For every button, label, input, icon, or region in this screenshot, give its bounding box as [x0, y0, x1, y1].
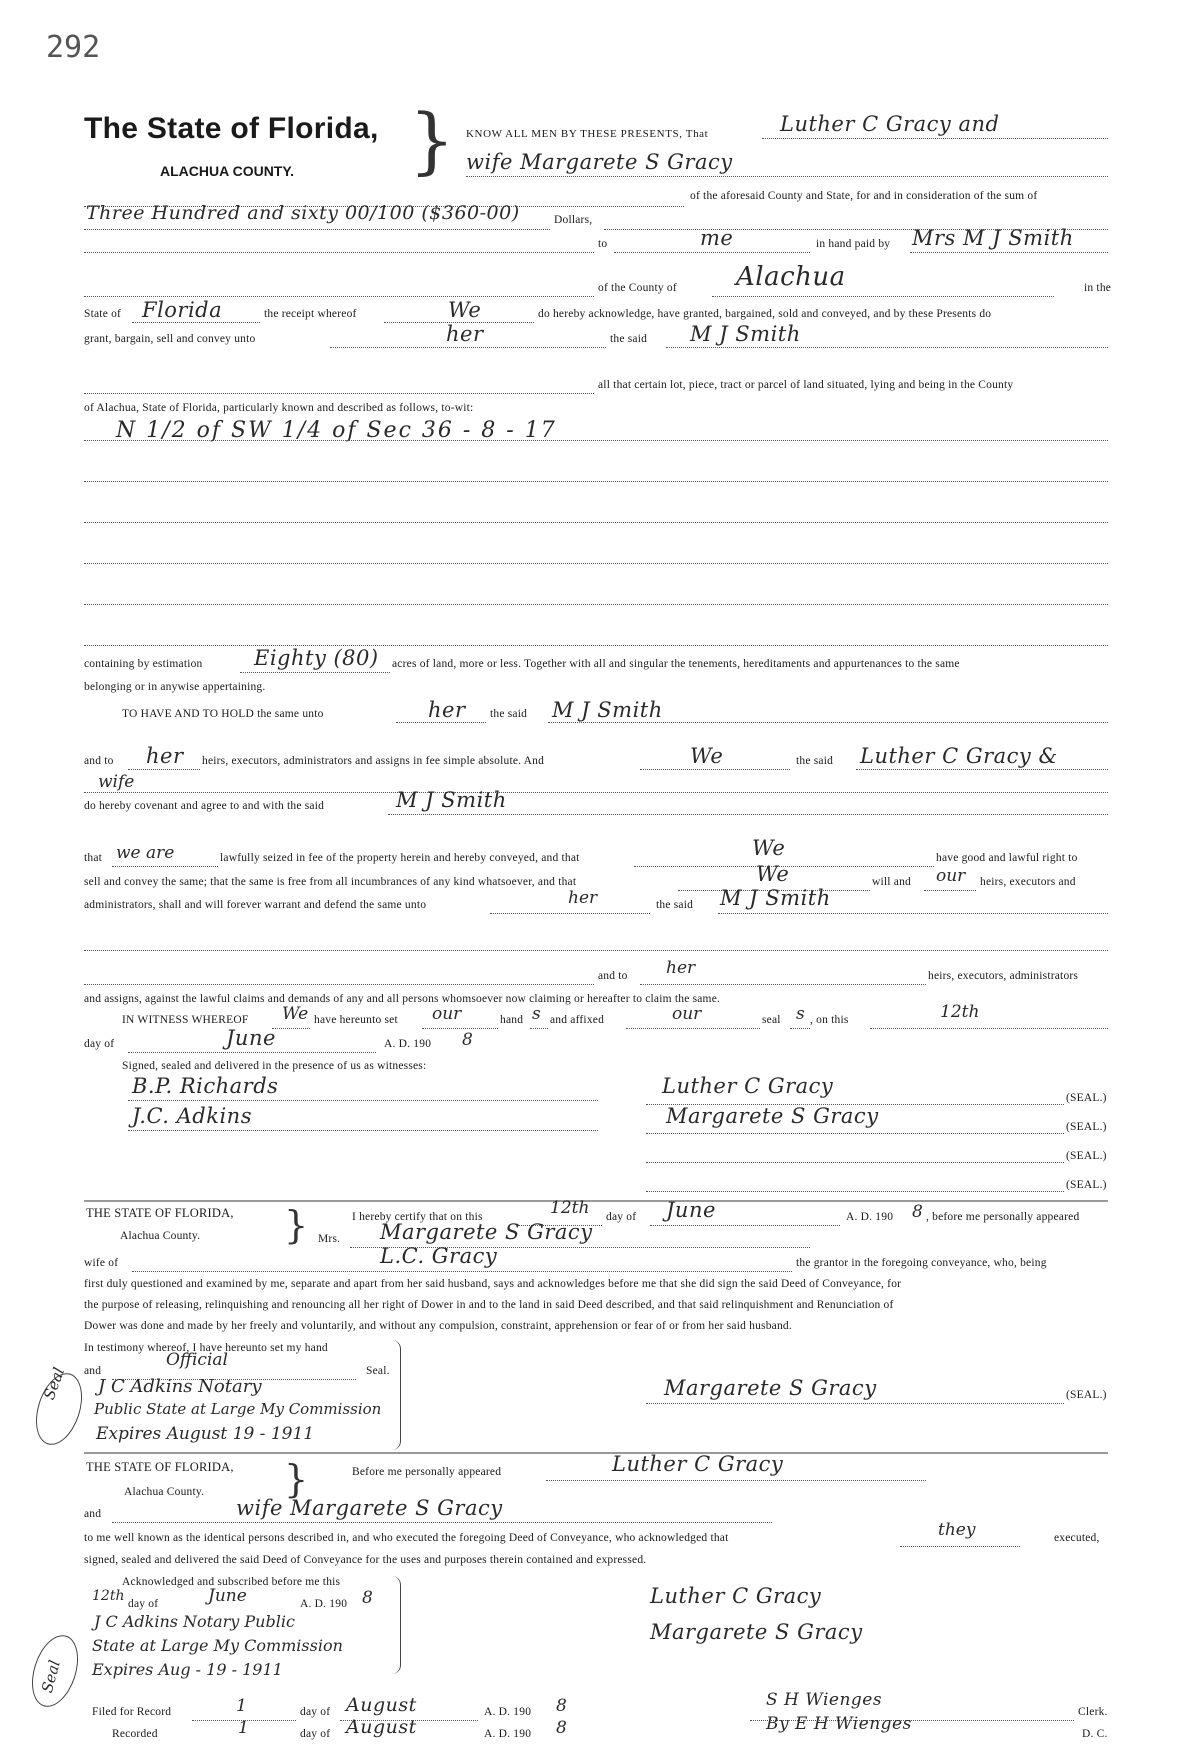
set-value: our — [432, 1004, 462, 1024]
ack1-official: Official — [166, 1350, 228, 1370]
to-have-the-said: the said — [490, 708, 528, 720]
signed-sealed-text: Signed, sealed and delivered in the presence of us as witnesses: — [122, 1060, 427, 1072]
recorded-ad: A. D. 190 — [484, 1728, 532, 1740]
all-that-text: all that certain lot, piece, tract or parcel of land situated, lying and being in the County — [598, 379, 1014, 391]
grantee-value: M J Smith — [690, 322, 801, 346]
seal-1: (SEAL.) — [1066, 1092, 1107, 1104]
ack1-certify: I hereby certify that on this — [352, 1211, 483, 1223]
ack1-ad: A. D. 190 — [846, 1211, 894, 1223]
day-of-label: day of — [84, 1038, 115, 1050]
ack2-and: and — [84, 1508, 102, 1520]
ack2-day-value: 12th — [92, 1588, 125, 1604]
ack2-month-value: June — [208, 1586, 247, 1606]
ack1-notary-2: Public State at Large My Commission — [94, 1400, 382, 1418]
in-witness-label: IN WITNESS WHEREOF — [122, 1014, 249, 1026]
defend-name-value: M J Smith — [720, 886, 831, 910]
clerk-signature: S H Wienges — [766, 1690, 883, 1710]
recorded-day-value: 1 — [238, 1718, 249, 1738]
receipt-value: We — [448, 298, 482, 322]
ack1-line-2: the purpose of releasing, relinquishing and renouncing all her right of Dower in and to the land in said Deed described, and that said relinquishment and Renunciation of — [84, 1299, 894, 1311]
ack2-seal-stamp-text: Seal — [38, 1658, 64, 1695]
ack1-husband-value: L.C. Gracy — [380, 1244, 498, 1268]
ack1-notary-1: J C Adkins Notary — [98, 1376, 262, 1397]
ack1-day-value: 12th — [550, 1198, 590, 1218]
covenant-text: do hereby covenant and agree to and with the said — [84, 800, 325, 812]
witness-we-value: We — [282, 1004, 309, 1024]
grantor-1-signature: Luther C Gracy — [662, 1074, 834, 1098]
ack2-executed: executed, — [1054, 1532, 1100, 1544]
grantors-line-2: wife Margarete S Gracy — [466, 150, 733, 174]
to-have-unto-value: her — [428, 698, 466, 722]
that-label: that — [84, 852, 103, 864]
ack1-mrs-value: Margarete S Gracy — [380, 1220, 593, 1244]
ack2-state: THE STATE OF FLORIDA, — [86, 1460, 234, 1474]
ack1-brace: } — [284, 1203, 309, 1247]
ack2-notary-3: Expires Aug - 19 - 1911 — [92, 1660, 283, 1679]
consideration-amount: Three Hundred and sixty 00/100 ($360-00) — [86, 202, 520, 224]
state-of-label: State of — [84, 308, 122, 320]
the-said-label-3: the said — [656, 899, 694, 911]
county-heading: ALACHUA COUNTY. — [160, 163, 295, 179]
and-to-value-2: her — [666, 958, 696, 978]
acres-value: Eighty (80) — [254, 646, 379, 670]
the-said-label: the said — [610, 333, 648, 345]
seal-4: (SEAL.) — [1066, 1179, 1107, 1191]
page-number: 292 — [46, 30, 101, 65]
the-said-value: Luther C Gracy & — [860, 744, 1058, 768]
sell-convey-text: sell and convey the same; that the same is free from all incumbrances of any kind whatsoever, and that — [84, 876, 577, 888]
ack1-month-value: June — [666, 1198, 716, 1222]
paid-by-value: Mrs M J Smith — [912, 226, 1074, 250]
dollars-label: Dollars, — [554, 214, 593, 226]
ack2-line-1: to me well known as the identical persons described in, and who executed the foregoing Deed of Conveyance, who acknowledged that — [84, 1532, 729, 1544]
ack1-wife-of: wife of — [84, 1257, 119, 1269]
ack2-name-1: Luther C Gracy — [612, 1452, 784, 1476]
filed-label: Filed for Record — [92, 1706, 172, 1718]
witness-day-value: 12th — [940, 1002, 980, 1022]
ack1-grantor: the grantor in the foregoing conveyance, who, being — [796, 1257, 1047, 1269]
to-have-name-value: M J Smith — [552, 698, 663, 722]
witness-2-signature: J.C. Adkins — [132, 1104, 252, 1128]
assigns-text: and assigns, against the lawful claims and demands of any and all persons whomsoever now claiming or hereafter to claim the same. — [84, 993, 721, 1005]
to-value: me — [700, 226, 734, 250]
ack2-notary-1: J C Adkins Notary Public — [94, 1612, 295, 1631]
ack1-county: Alachua County. — [120, 1230, 201, 1242]
ack2-county: Alachua County. — [124, 1486, 205, 1498]
ack2-brace: } — [284, 1457, 309, 1501]
covenant-value: M J Smith — [396, 788, 507, 812]
ack2-notary-2: State at Large My Commission — [92, 1636, 343, 1655]
ack1-state: THE STATE OF FLORIDA, — [86, 1206, 234, 1220]
of-county-label: of the County of — [598, 282, 677, 294]
ack1-line-3: Dower was done and made by her freely and voluntarily, and without any compulsion, constraint, apprehension or fear of or from her said husband. — [84, 1320, 792, 1332]
filed-year-value: 8 — [556, 1696, 567, 1716]
to-have-text: TO HAVE AND TO HOLD the same unto — [122, 708, 324, 720]
and-value: We — [690, 744, 724, 768]
ack1-seal-word: Seal. — [366, 1365, 390, 1377]
ack1-day-of: day of — [606, 1211, 637, 1223]
filed-ad: A. D. 190 — [484, 1706, 532, 1718]
seal-value: s — [796, 1004, 805, 1024]
admins-value: her — [568, 888, 598, 908]
unto-value: her — [446, 322, 484, 346]
have-hereunto-label: have hereunto set — [314, 1014, 398, 1026]
heirs-exec-text: heirs, executors and — [980, 876, 1076, 888]
receipt-whereof-label: the receipt whereof — [264, 308, 357, 320]
heirs-fee-simple-text: heirs, executors, administrators and assigns in fee simple absolute. And — [202, 755, 545, 767]
ack2-they-value: they — [938, 1520, 976, 1540]
ack1-seal-label: (SEAL.) — [1066, 1389, 1107, 1401]
on-this-label: , on this — [810, 1014, 849, 1026]
recorded-month-value: August — [346, 1716, 417, 1738]
recorded-year-value: 8 — [556, 1718, 567, 1738]
grantor-2-signature: Margarete S Gracy — [666, 1104, 879, 1128]
header-brace: } — [409, 98, 455, 182]
ack2-day-of: day of — [128, 1598, 159, 1610]
county-value: Alachua — [736, 262, 846, 292]
ack2-before-me: Before me personally appeared — [352, 1466, 502, 1478]
state-title: The State of Florida, — [84, 112, 379, 145]
state-value: Florida — [142, 298, 223, 322]
of-alachua-text: of Alachua, State of Florida, particularly known and described as follows, to-wit: — [84, 402, 474, 414]
witness-ad-label: A. D. 190 — [384, 1038, 432, 1050]
grant-sell-label: grant, bargain, sell and convey unto — [84, 333, 256, 345]
affixed-value: our — [672, 1004, 702, 1024]
hand-label: hand — [500, 1014, 524, 1026]
ack2-signature-2: Margarete S Gracy — [650, 1620, 863, 1644]
admins-text: administrators, shall and will forever warrant and defend the same unto — [84, 899, 427, 911]
right-to-text: have good and lawful right to — [936, 852, 1078, 864]
filed-day-of: day of — [300, 1706, 331, 1718]
and-to-value: her — [146, 744, 184, 768]
ack1-before-me: , before me personally appeared — [926, 1211, 1080, 1223]
seal-label-inline: seal — [762, 1014, 781, 1026]
sell-value: We — [756, 862, 790, 886]
witness-month-value: June — [226, 1026, 276, 1050]
will-and-label: will and — [872, 876, 911, 888]
acknowledge-text: do hereby acknowledge, have granted, bargained, sold and conveyed, and by these Presents do — [538, 308, 992, 320]
and-to-label: and to — [84, 755, 114, 767]
grantors-line-1: Luther C Gracy and — [780, 112, 1000, 136]
will-value: our — [936, 866, 966, 886]
ack2-bracket — [392, 1576, 401, 1674]
legal-description: N 1/2 of SW 1/4 of Sec 36 - 8 - 17 — [116, 418, 557, 443]
ack1-and: and — [84, 1365, 102, 1377]
ack1-seal-stamp-text: Seal — [40, 1365, 69, 1403]
in-the-label: in the — [1084, 282, 1112, 294]
filed-day-value: 1 — [236, 1696, 247, 1716]
county-state-text: of the aforesaid County and State, for and in consideration of the sum of — [690, 190, 1038, 202]
clerk-label: Clerk. — [1078, 1706, 1108, 1718]
know-all-men: KNOW ALL MEN BY THESE PRESENTS, That — [466, 128, 709, 140]
recorded-label: Recorded — [112, 1728, 158, 1740]
ack1-bracket — [392, 1340, 401, 1450]
acres-text: acres of land, more or less. Together with all and singular the tenements, hereditaments and appurtenances to the same — [392, 658, 960, 670]
ack2-ad: A. D. 190 — [300, 1598, 348, 1610]
ack2-signature-1: Luther C Gracy — [650, 1584, 822, 1608]
ack1-line-1: first duly questioned and examined by me, separate and apart from her said husband, says and acknowledges before me that she did sign the said Deed of Conveyance, for — [84, 1278, 902, 1290]
dc-signature: By E H Wienges — [766, 1714, 912, 1734]
witness-1-signature: B.P. Richards — [132, 1074, 279, 1098]
and-affixed-label: and affixed — [550, 1014, 605, 1026]
containing-label: containing by estimation — [84, 658, 203, 670]
to-label: to — [598, 238, 608, 250]
witness-year-value: 8 — [462, 1030, 473, 1050]
wife-value: wife — [98, 772, 135, 792]
recorded-day-of: day of — [300, 1728, 331, 1740]
ack2-name-2: wife Margarete S Gracy — [236, 1496, 503, 1520]
the-said-label-2: the said — [796, 755, 834, 767]
heirs-exec-admin-text: heirs, executors, administrators — [928, 970, 1079, 982]
ack1-notary-3: Expires August 19 - 1911 — [96, 1424, 315, 1444]
filed-month-value: August — [346, 1694, 417, 1716]
ack1-signature: Margarete S Gracy — [664, 1376, 877, 1400]
ack2-year-value: 8 — [362, 1588, 373, 1608]
ack1-year-value: 8 — [912, 1202, 923, 1222]
section-divider-2 — [84, 1452, 1108, 1454]
seal-3: (SEAL.) — [1066, 1150, 1107, 1162]
dc-label: D. C. — [1082, 1728, 1108, 1740]
ack2-ack-sub: Acknowledged and subscribed before me this — [122, 1576, 341, 1588]
and-to-label-2: and to — [598, 970, 628, 982]
ack2-line-2: signed, sealed and delivered the said Deed of Conveyance for the uses and purposes therein contained and expressed. — [84, 1554, 647, 1566]
hand-value: s — [532, 1004, 541, 1024]
that-value: we are — [116, 843, 175, 863]
seized-value: We — [752, 836, 786, 860]
appertaining-text: belonging or in anywise appertaining. — [84, 681, 266, 693]
seal-2: (SEAL.) — [1066, 1121, 1107, 1133]
in-hand-paid-label: in hand paid by — [816, 238, 891, 250]
seized-text: lawfully seized in fee of the property herein and hereby conveyed, and that — [220, 852, 580, 864]
section-divider-1 — [84, 1200, 1108, 1202]
ack1-testimony: In testimony whereof, I have hereunto set my hand — [84, 1342, 328, 1354]
ack1-mrs: Mrs. — [318, 1233, 341, 1245]
